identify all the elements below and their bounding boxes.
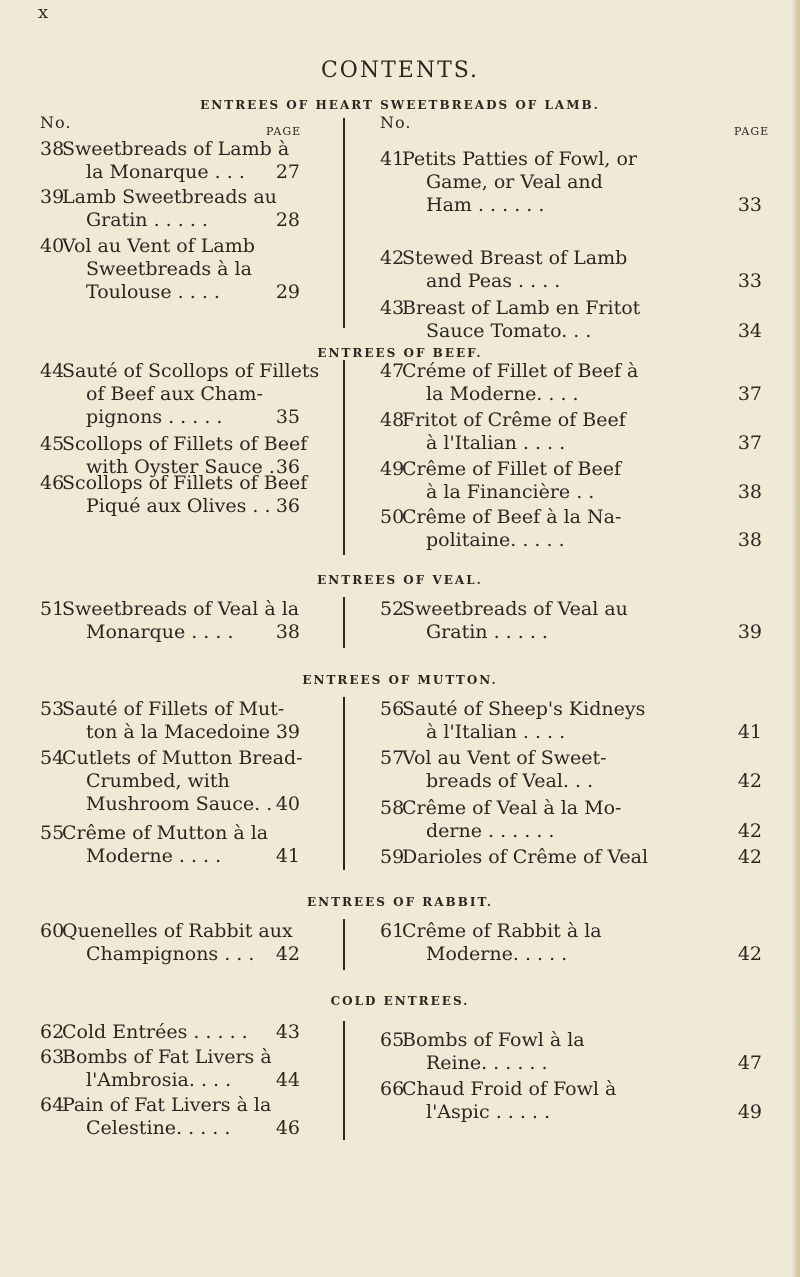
- entry-title-line: Créme of Fillet of Beef à: [402, 360, 639, 382]
- entry-page-number: 37: [737, 432, 762, 454]
- contents-entry: [40, 698, 300, 744]
- entry-page-number: 34: [737, 320, 762, 342]
- entry-number: 47: [380, 360, 405, 382]
- entry-title-line: à la Financière . .: [426, 481, 595, 503]
- entry-title-line: la Monarque . . .: [86, 161, 245, 183]
- entry-number: 62: [40, 1021, 65, 1043]
- entry-page-number: 41: [275, 845, 300, 867]
- contents-entry: [380, 747, 762, 793]
- entry-title-line: Celestine. . . . .: [86, 1117, 231, 1139]
- contents-entry: [380, 1029, 762, 1075]
- entry-page-number: 38: [737, 481, 762, 503]
- entry-page-number: 33: [737, 270, 762, 292]
- entry-page-number: 42: [737, 846, 762, 868]
- entry-title-line: Mushroom Sauce. .: [86, 793, 273, 815]
- entry-page-number: 39: [737, 621, 762, 643]
- entry-page-number: 41: [737, 721, 762, 743]
- column-rule: [343, 360, 345, 555]
- entry-title-line: Quenelles of Rabbit aux: [62, 920, 293, 942]
- column-no-label: No.: [380, 113, 412, 132]
- entry-title: [402, 598, 628, 644]
- entry-title-line: Crême of Fillet of Beef: [402, 458, 622, 480]
- entry-title: [402, 409, 626, 455]
- entry-number: 56: [380, 698, 405, 720]
- column-rule: [343, 919, 345, 970]
- column-page-label: PAGE: [266, 125, 302, 138]
- entry-title: [62, 235, 255, 304]
- entry-number: 53: [40, 698, 65, 720]
- entry-title-line: Sauté of Fillets of Mut-: [62, 698, 285, 720]
- entry-title-line: Champignons . . .: [86, 943, 255, 965]
- column-rule: [343, 697, 345, 870]
- entry-title: [62, 698, 284, 744]
- contents-entry: [380, 297, 762, 343]
- entry-page-number: 38: [737, 529, 762, 551]
- entry-title: [62, 186, 277, 232]
- entry-page-number: 39: [275, 721, 300, 743]
- entry-title-line: Crême of Veal à la Mo-: [402, 797, 622, 819]
- entry-title-line: Vol au Vent of Sweet-: [402, 747, 607, 769]
- section-heading: ENTREES OF HEART SWEETBREADS OF LAMB.: [200, 98, 600, 112]
- entry-title-line: Crême of Rabbit à la: [402, 920, 602, 942]
- entry-number: 45: [40, 433, 65, 455]
- entry-number: 41: [380, 148, 405, 170]
- contents-entry: [40, 598, 300, 644]
- entry-page-number: 33: [737, 194, 762, 216]
- entry-title-line: Darioles of Crême of Veal: [402, 846, 649, 868]
- entry-number: 49: [380, 458, 405, 480]
- contents-entry: [380, 598, 762, 644]
- entry-number: 52: [380, 598, 405, 620]
- entry-number: 66: [380, 1078, 405, 1100]
- entry-page-number: 42: [737, 943, 762, 965]
- entry-title-line: Stewed Breast of Lamb: [402, 247, 628, 269]
- contents-entry: [380, 920, 762, 966]
- entry-number: 43: [380, 297, 405, 319]
- entry-title-line: Breast of Lamb en Fritot: [402, 297, 641, 319]
- entry-title-line: Cold Entrées . . . . .: [62, 1021, 248, 1043]
- entry-title-line: Moderne . . . .: [86, 845, 222, 867]
- entry-title-line: Chaud Froid of Fowl à: [402, 1078, 617, 1100]
- entry-title-line: Piqué aux Olives . .: [86, 495, 271, 517]
- entry-title-line: Monarque . . . .: [86, 621, 234, 643]
- entry-number: 38: [40, 138, 65, 160]
- entry-title-line: Cutlets of Mutton Bread-: [62, 747, 303, 769]
- contents-entry: [380, 360, 762, 406]
- entry-title: [62, 472, 307, 518]
- contents-entry: [380, 846, 762, 869]
- entry-number: 46: [40, 472, 65, 494]
- entry-title: [62, 920, 293, 966]
- entry-page-number: 36: [275, 456, 300, 478]
- entry-title: [402, 1078, 616, 1124]
- contents-entry: [40, 1021, 300, 1044]
- entry-title-line: and Peas . . . .: [426, 270, 561, 292]
- entry-title-line: Lamb Sweetbreads au: [62, 186, 277, 208]
- entry-title-line: pignons . . . . .: [86, 406, 223, 428]
- entry-number: 55: [40, 822, 65, 844]
- entry-title-line: Vol au Vent of Lamb: [62, 235, 255, 257]
- page-edge: [792, 0, 800, 1277]
- entry-number: 65: [380, 1029, 405, 1051]
- section-heading: ENTREES OF VEAL.: [317, 573, 483, 587]
- entry-page-number: 43: [275, 1021, 300, 1043]
- entry-number: 61: [380, 920, 405, 942]
- contents-entry: [380, 409, 762, 455]
- column-no-label: No.: [40, 113, 72, 132]
- entry-title-line: Ham . . . . . .: [426, 194, 545, 216]
- contents-entry: [380, 247, 762, 293]
- entry-number: 64: [40, 1094, 65, 1116]
- entry-title: [402, 247, 627, 293]
- entry-page-number: 29: [275, 281, 300, 303]
- running-head: CONTENTS.: [320, 58, 480, 83]
- contents-entry: [40, 186, 300, 232]
- entry-title-line: Fritot of Crême of Beef: [402, 409, 626, 431]
- entry-title-line: of Beef aux Cham-: [86, 383, 263, 405]
- contents-entry: [40, 138, 300, 184]
- entry-title-line: l'Ambrosia. . . .: [86, 1069, 232, 1091]
- contents-entry: [40, 920, 300, 966]
- entry-title: [62, 1021, 248, 1044]
- entry-title: [402, 297, 640, 343]
- contents-entry: [40, 472, 308, 518]
- entry-title-line: Crême of Beef à la Na-: [402, 506, 622, 528]
- entry-title-line: Sauce Tomato. . .: [426, 320, 592, 342]
- entry-number: 63: [40, 1046, 65, 1068]
- entry-title-line: l'Aspic . . . . .: [426, 1101, 551, 1123]
- entry-title-line: Sweetbreads à la: [86, 258, 252, 280]
- entry-title: [62, 822, 268, 868]
- entry-title: [402, 148, 637, 217]
- page-folio: x: [38, 2, 50, 23]
- entry-title-line: à l'Italian . . . .: [426, 432, 566, 454]
- entry-title: [402, 698, 645, 744]
- entry-title: [62, 747, 303, 816]
- entry-page-number: 49: [737, 1101, 762, 1123]
- entry-title-line: Sauté of Scollops of Fillets: [62, 360, 320, 382]
- contents-entry: [40, 360, 320, 429]
- entry-title-line: breads of Veal. . .: [426, 770, 594, 792]
- entry-number: 51: [40, 598, 65, 620]
- entry-title-line: Pain of Fat Livers à la: [62, 1094, 272, 1116]
- column-rule: [343, 118, 345, 328]
- contents-entry: [40, 1046, 300, 1092]
- entry-page-number: 38: [275, 621, 300, 643]
- section-heading: ENTREES OF BEEF.: [317, 346, 483, 360]
- entry-page-number: 36: [275, 495, 300, 517]
- entry-page-number: 35: [275, 406, 300, 428]
- entry-number: 57: [380, 747, 405, 769]
- entry-title-line: Toulouse . . . .: [86, 281, 220, 303]
- contents-entry: [380, 797, 762, 843]
- entry-number: 59: [380, 846, 405, 868]
- entry-title-line: Gratin . . . . .: [426, 621, 548, 643]
- entry-page-number: 42: [737, 820, 762, 842]
- entry-title: [402, 846, 648, 869]
- entry-number: 40: [40, 235, 65, 257]
- entry-number: 50: [380, 506, 405, 528]
- contents-entry: [40, 822, 300, 868]
- entry-title: [402, 360, 638, 406]
- entry-title: [62, 1094, 271, 1140]
- entry-number: 44: [40, 360, 65, 382]
- section-heading: ENTREES OF RABBIT.: [306, 895, 494, 909]
- entry-title-line: Sweetbreads of Veal à la: [62, 598, 300, 620]
- section-heading: COLD ENTREES.: [330, 994, 470, 1008]
- entry-page-number: 42: [737, 770, 762, 792]
- entry-page-number: 28: [275, 209, 300, 231]
- entry-title-line: with Oyster Sauce .: [86, 456, 275, 478]
- entry-title-line: Game, or Veal and: [426, 171, 603, 193]
- entry-title: [62, 1046, 272, 1092]
- section-heading: ENTREES OF MUTTON.: [302, 673, 498, 687]
- entry-page-number: 47: [737, 1052, 762, 1074]
- column-rule: [343, 1021, 345, 1140]
- contents-entry: [40, 747, 303, 816]
- entry-number: 42: [380, 247, 405, 269]
- entry-title-line: derne . . . . . .: [426, 820, 555, 842]
- entry-number: 58: [380, 797, 405, 819]
- contents-entry: [380, 1078, 762, 1124]
- entry-title-line: Gratin . . . . .: [86, 209, 208, 231]
- entry-title: [402, 747, 607, 793]
- contents-entry: [380, 148, 762, 217]
- entry-title-line: Bombs of Fowl à la: [402, 1029, 585, 1051]
- contents-entry: [380, 458, 762, 504]
- entry-title-line: Reine. . . . . .: [426, 1052, 548, 1074]
- entry-page-number: 37: [737, 383, 762, 405]
- entry-title-line: Bombs of Fat Livers à: [62, 1046, 272, 1068]
- entry-number: 60: [40, 920, 65, 942]
- entry-title-line: Scollops of Fillets of Beef: [62, 472, 308, 494]
- column-rule: [343, 597, 345, 648]
- entry-title-line: Sauté of Sheep's Kidneys: [402, 698, 646, 720]
- entry-title-line: à l'Italian . . . .: [426, 721, 566, 743]
- entry-title-line: Crumbed, with: [86, 770, 230, 792]
- entry-title: [402, 797, 621, 843]
- entry-title-line: Moderne. . . . .: [426, 943, 568, 965]
- entry-page-number: 27: [275, 161, 300, 183]
- entry-title-line: Crême of Mutton à la: [62, 822, 269, 844]
- entry-title: [402, 1029, 585, 1075]
- entry-title: [402, 506, 621, 552]
- entry-page-number: 40: [275, 793, 300, 815]
- entry-title-line: Scollops of Fillets of Beef: [62, 433, 308, 455]
- entry-page-number: 42: [275, 943, 300, 965]
- entry-title-line: ton à la Macedoine .: [86, 721, 283, 743]
- entry-title-line: Sweetbreads of Veal au: [402, 598, 628, 620]
- entry-title: [62, 598, 299, 644]
- contents-entry: [380, 698, 762, 744]
- contents-entry: [40, 1094, 300, 1140]
- entry-title-line: Sweetbreads of Lamb à: [62, 138, 290, 160]
- entry-number: 39: [40, 186, 65, 208]
- entry-title: [402, 920, 602, 966]
- column-page-label: PAGE: [734, 125, 770, 138]
- entry-title-line: la Moderne. . . .: [426, 383, 579, 405]
- contents-entry: [40, 235, 300, 304]
- entry-title-line: Petits Patties of Fowl, or: [402, 148, 637, 170]
- entry-page-number: 46: [275, 1117, 300, 1139]
- entry-title: [62, 138, 289, 184]
- entry-title: [402, 458, 621, 504]
- entry-number: 54: [40, 747, 65, 769]
- contents-entry: [380, 506, 762, 552]
- entry-title-line: politaine. . . . .: [426, 529, 565, 551]
- entry-number: 48: [380, 409, 405, 431]
- entry-page-number: 44: [275, 1069, 300, 1091]
